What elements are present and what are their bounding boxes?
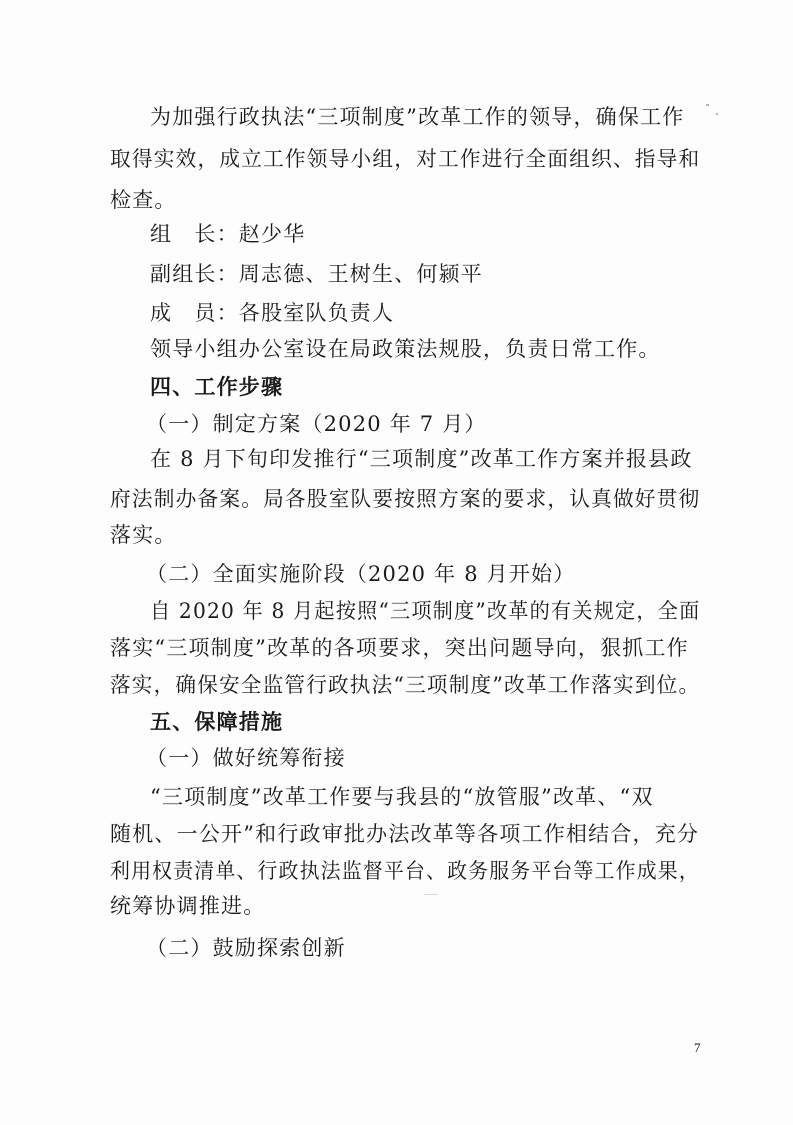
paragraph-1-line-1: 为加强行政执法“三项制度”改革工作的领导，确保工作 [150, 105, 685, 129]
deputy-leader-line: 副组长：周志德、王树生、何颍平 [150, 262, 483, 286]
subsection-1-heading: （一）制定方案（2020 年 7 月） [146, 412, 487, 436]
paragraph-1-line-2: 取得实效，成立工作领导小组，对工作进行全面组织、指导和 [110, 147, 701, 171]
paragraph-4-line-4: 统筹协调推进。 [110, 894, 266, 918]
paragraph-2-line-2: 府法制办备案。局各股室队要按照方案的要求，认真做好贯彻 [110, 487, 701, 511]
paragraph-4-line-2: 随机、一公开”和行政审批办法改革等各项工作相结合，充分 [110, 822, 700, 846]
paragraph-2-line-1: 在 8 月下旬印发推行“三项制度”改革工作方案并报县政 [150, 447, 693, 471]
scan-speck [716, 113, 718, 115]
members-line: 成 员：各股室队负责人 [150, 301, 395, 325]
paragraph-4-line-1: “三项制度”改革工作要与我县的“放管服”改革、“双 [150, 785, 654, 809]
paragraph-4-line-3: 利用权责清单、行政执法监督平台、政务服务平台等工作成果， [110, 859, 700, 883]
office-line: 领导小组办公室设在局政策法规股，负责日常工作。 [150, 337, 661, 361]
page-number: 7 [694, 1040, 701, 1055]
paragraph-2-line-3: 落实。 [110, 523, 177, 547]
paragraph-3-line-1: 自 2020 年 8 月起按照“三项制度”改革的有关规定，全面 [150, 599, 701, 623]
subsection-4-heading: （二）鼓励探索创新 [146, 936, 346, 960]
section-heading-5: 五、保障措施 [150, 710, 284, 734]
scan-speck [424, 894, 438, 895]
subsection-2-heading: （二）全面实施阶段（2020 年 8 月开始） [146, 562, 576, 586]
subsection-3-heading: （一）做好统筹衔接 [146, 746, 346, 770]
paragraph-1-line-3: 检查。 [110, 188, 177, 212]
paragraph-3-line-3: 落实，确保安全监管行政执法“三项制度”改革工作落实到位。 [110, 673, 701, 697]
group-leader-line: 组 长：赵少华 [150, 222, 306, 246]
section-heading-4: 四、工作步骤 [150, 375, 284, 399]
scan-speck [706, 104, 709, 106]
paragraph-3-line-2: 落实“三项制度”改革的各项要求，突出问题导向，狠抓工作 [110, 636, 689, 660]
